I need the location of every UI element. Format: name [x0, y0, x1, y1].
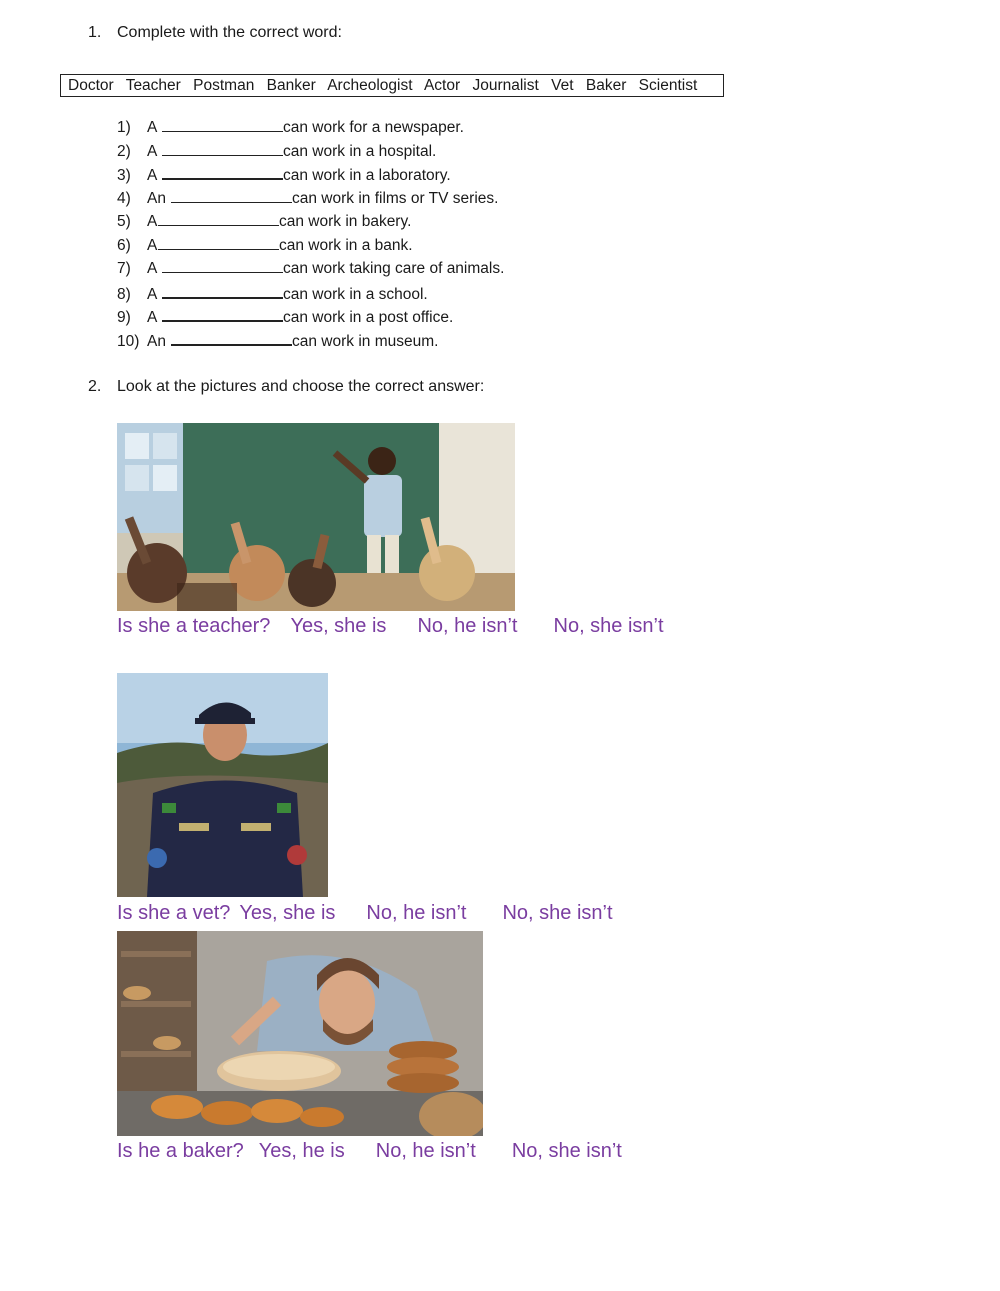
exercise-item — [117, 283, 428, 305]
answer-blank[interactable] — [162, 164, 283, 180]
answer-blank[interactable] — [162, 258, 283, 273]
item-text: can work in a school. — [283, 286, 428, 303]
word-bank — [60, 74, 724, 97]
item-article: A — [147, 237, 158, 254]
section1-title: Complete with the correct word: — [117, 24, 342, 41]
question-text: Is she a vet? — [117, 902, 231, 924]
answer-option[interactable]: No, he isn’t — [375, 1140, 476, 1162]
item-number: 4) — [117, 190, 131, 207]
exercise-item — [117, 164, 451, 186]
answer-option[interactable]: No, he isn’t — [366, 902, 467, 924]
word-bank-item: Actor — [423, 77, 461, 94]
answer-option[interactable]: Yes, she is — [290, 615, 387, 637]
word-bank-item: Banker — [266, 77, 316, 94]
item-article: A — [147, 143, 158, 160]
word-bank-item: Postman — [193, 77, 255, 94]
baker-photo — [117, 931, 483, 1136]
item-text: can work in a bank. — [279, 237, 413, 254]
item-number: 9) — [117, 309, 131, 326]
item-text: can work for a newspaper. — [283, 119, 464, 136]
item-article: A — [147, 119, 158, 136]
item-number: 7) — [117, 260, 131, 277]
answer-option[interactable]: Yes, he is — [258, 1140, 345, 1162]
item-article: A — [147, 213, 158, 230]
exercise-item — [117, 306, 453, 328]
answer-blank[interactable] — [162, 141, 283, 156]
item-article: A — [147, 286, 158, 303]
answer-option[interactable]: No, she isn’t — [511, 1140, 622, 1162]
question-row — [117, 902, 613, 925]
item-number: 1) — [117, 119, 131, 136]
item-text: can work in bakery. — [279, 213, 412, 230]
item-article: An — [147, 190, 166, 207]
word-bank-item: Journalist — [472, 77, 539, 94]
section2-number: 2. — [88, 378, 102, 395]
item-article: An — [147, 333, 166, 350]
item-text: can work taking care of animals. — [283, 260, 505, 277]
answer-blank[interactable] — [158, 211, 279, 226]
answer-blank[interactable] — [171, 188, 292, 203]
exercise-item — [117, 330, 438, 352]
exercise-item — [117, 188, 498, 210]
item-article: A — [147, 260, 158, 277]
word-bank-item: Baker — [585, 77, 627, 94]
answer-blank[interactable] — [162, 117, 283, 132]
question-text: Is she a teacher? — [117, 615, 271, 637]
word-bank-item: Scientist — [638, 77, 698, 94]
item-article: A — [147, 167, 158, 184]
answer-blank[interactable] — [171, 330, 292, 346]
question-row — [117, 615, 664, 638]
item-text: can work in a laboratory. — [283, 167, 451, 184]
exercise-item — [117, 211, 411, 233]
word-bank-item: Vet — [551, 77, 574, 94]
item-article: A — [147, 309, 158, 326]
answer-option[interactable]: No, he isn’t — [417, 615, 518, 637]
exercise-item — [117, 117, 464, 139]
answer-blank[interactable] — [158, 235, 279, 250]
item-number: 8) — [117, 286, 131, 303]
exercise-item — [117, 141, 436, 163]
item-text: can work in a hospital. — [283, 143, 437, 160]
answer-blank[interactable] — [162, 283, 283, 299]
item-text: can work in museum. — [292, 333, 439, 350]
exercise-item — [117, 258, 504, 280]
item-number: 5) — [117, 213, 131, 230]
answer-option[interactable]: Yes, she is — [239, 902, 336, 924]
section1-number: 1. — [88, 24, 102, 41]
answer-option[interactable]: No, she isn’t — [502, 902, 613, 924]
item-number: 10) — [117, 333, 140, 350]
question-text: Is he a baker? — [117, 1140, 244, 1162]
section2-title: Look at the pictures and choose the correct answer: — [117, 378, 485, 395]
question-row — [117, 1140, 622, 1163]
item-number: 3) — [117, 167, 131, 184]
word-bank-item: Teacher — [125, 77, 181, 94]
classroom-photo — [117, 423, 515, 611]
item-number: 2) — [117, 143, 131, 160]
answer-blank[interactable] — [162, 306, 283, 322]
item-text: can work in a post office. — [283, 309, 454, 326]
item-text: can work in films or TV series. — [292, 190, 499, 207]
word-bank-item: Doctor — [68, 77, 114, 94]
police-officer-photo — [117, 673, 328, 897]
exercise-item — [117, 235, 413, 257]
word-bank-item: Archeologist — [327, 77, 413, 94]
answer-option[interactable]: No, she isn’t — [553, 615, 664, 637]
item-number: 6) — [117, 237, 131, 254]
